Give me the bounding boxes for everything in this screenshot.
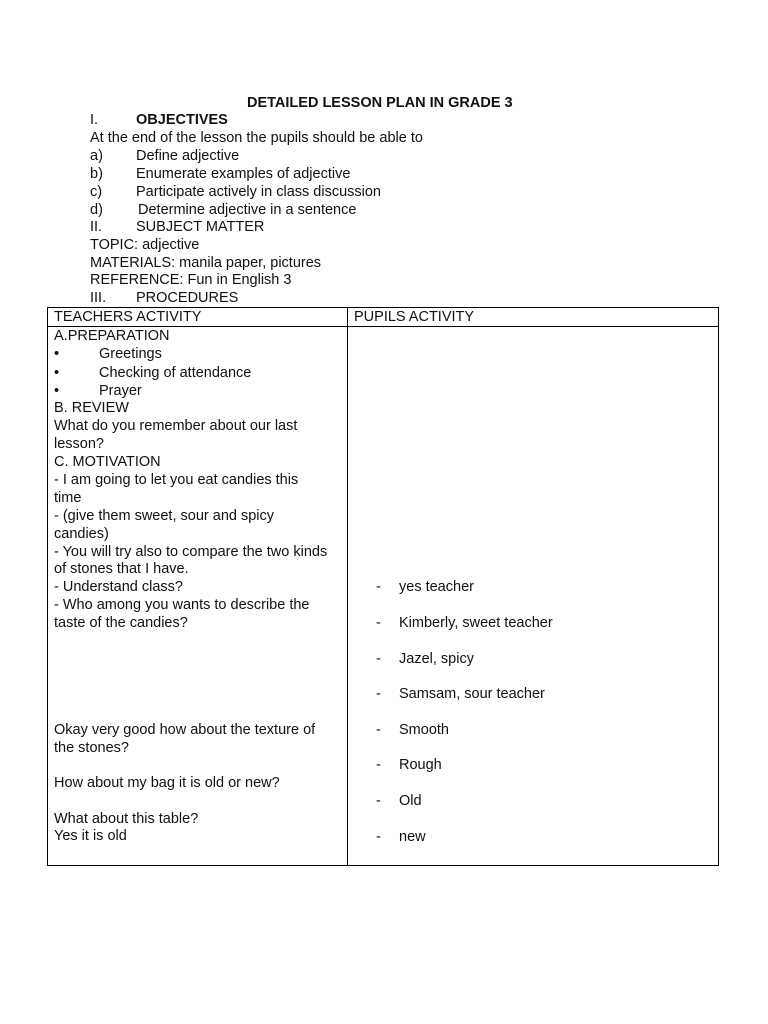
- topic-line: TOPIC: adjective: [90, 237, 200, 253]
- subject-matter-heading: SUBJECT MATTER: [136, 219, 265, 235]
- document-title: DETAILED LESSON PLAN IN GRADE 3: [247, 95, 513, 111]
- list-item: Greetings: [99, 346, 162, 362]
- teacher-line: Okay very good how about the texture of: [54, 722, 316, 738]
- teachers-activity-cell: [48, 327, 348, 866]
- section-numeral-procedures: III.: [90, 290, 107, 306]
- pupil-response: Smooth: [399, 722, 449, 738]
- objectives-intro: At the end of the lesson the pupils should be able to: [90, 130, 423, 146]
- pupil-response: Rough: [399, 757, 442, 773]
- section-label: B. REVIEW: [54, 400, 129, 416]
- teacher-line: - (give them sweet, sour and spicy: [54, 508, 275, 524]
- procedures-table: [47, 307, 719, 866]
- teacher-line: What about this table?: [54, 811, 199, 827]
- dash-icon: -: [376, 829, 381, 845]
- pupil-response: Jazel, spicy: [399, 651, 474, 667]
- list-item: Checking of attendance: [99, 365, 252, 381]
- dash-icon: -: [376, 722, 381, 738]
- pupil-response: Old: [399, 793, 422, 809]
- bullet-icon: •: [54, 346, 60, 362]
- teacher-line: - Who among you wants to describe the: [54, 597, 310, 613]
- materials-line: MATERIALS: manila paper, pictures: [90, 255, 322, 271]
- teacher-line: What do you remember about our last: [54, 418, 298, 434]
- teacher-line: taste of the candies?: [54, 615, 188, 631]
- objective-marker: c): [90, 184, 103, 200]
- objective-item: Participate actively in class discussion: [136, 184, 381, 200]
- section-label: A.PREPARATION: [54, 328, 170, 344]
- teacher-line: - I am going to let you eat candies this: [54, 472, 299, 488]
- teacher-line: lesson?: [54, 436, 104, 452]
- bullet-icon: •: [54, 383, 60, 399]
- pupil-response: new: [399, 829, 426, 845]
- teacher-line: - You will try also to compare the two kinds: [54, 544, 328, 560]
- teacher-line: the stones?: [54, 740, 129, 756]
- teacher-line: candies): [54, 526, 109, 542]
- teacher-line: Yes it is old: [54, 828, 127, 844]
- objectives-heading: OBJECTIVES: [136, 112, 228, 128]
- objective-item: Determine adjective in a sentence: [138, 202, 357, 218]
- objective-item: Enumerate examples of adjective: [136, 166, 351, 182]
- objective-item: Define adjective: [136, 148, 240, 164]
- reference-line: REFERENCE: Fun in English 3: [90, 272, 292, 288]
- dash-icon: -: [376, 615, 381, 631]
- pupil-response: Samsam, sour teacher: [399, 686, 545, 702]
- pupil-response: Kimberly, sweet teacher: [399, 615, 553, 631]
- pupils-activity-cell: [348, 327, 719, 866]
- dash-icon: -: [376, 757, 381, 773]
- teacher-line: time: [54, 490, 82, 506]
- bullet-icon: •: [54, 365, 60, 381]
- objective-marker: b): [90, 166, 103, 182]
- dash-icon: -: [376, 686, 381, 702]
- objective-marker: d): [90, 202, 103, 218]
- teacher-line: How about my bag it is old or new?: [54, 775, 280, 791]
- teacher-line: - Understand class?: [54, 579, 183, 595]
- section-numeral-objectives: I.: [90, 112, 99, 128]
- section-numeral-subject: II.: [90, 219, 103, 235]
- list-item: Prayer: [99, 383, 142, 399]
- pupils-activity-header: PUPILS ACTIVITY: [348, 308, 719, 327]
- section-label: C. MOTIVATION: [54, 454, 161, 470]
- dash-icon: -: [376, 651, 381, 667]
- objective-marker: a): [90, 148, 103, 164]
- teachers-activity-header: TEACHERS ACTIVITY: [48, 308, 348, 327]
- dash-icon: -: [376, 793, 381, 809]
- dash-icon: -: [376, 579, 381, 595]
- teacher-line: of stones that I have.: [54, 561, 189, 577]
- pupil-response: yes teacher: [399, 579, 474, 595]
- procedures-heading: PROCEDURES: [136, 290, 239, 306]
